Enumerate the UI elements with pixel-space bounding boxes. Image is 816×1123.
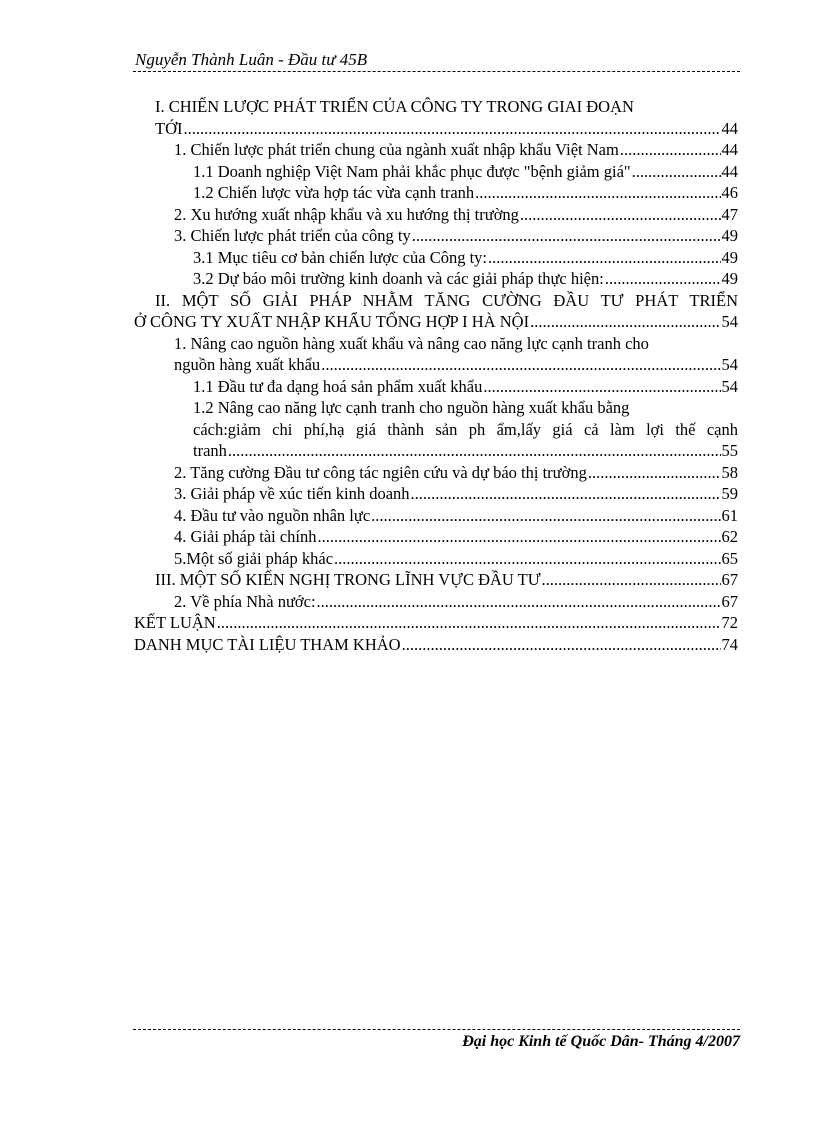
- toc-leader-dots: [217, 612, 721, 634]
- page-header-author: Nguyễn Thành Luân - Đầu tư 45B: [135, 50, 368, 69]
- toc-leader-dots: [620, 139, 721, 161]
- toc-leader-dots: [371, 505, 720, 527]
- toc-entry-title-line: Ở CÔNG TY XUẤT NHẬP KHẨU TỔNG HỢP I HÀ NỘI: [134, 312, 530, 331]
- toc-entry-1-2[interactable]: [134, 182, 738, 204]
- toc-entry-title: 3. Chiến lược phát triển của công ty: [174, 226, 411, 245]
- toc-entry-section-2[interactable]: [134, 290, 738, 333]
- toc-page-number: 44: [721, 161, 738, 181]
- toc-entry-title: 2. Xu hướng xuất nhập khẩu và xu hướng thị trường: [174, 204, 519, 224]
- toc-entry-1-1[interactable]: [134, 161, 738, 183]
- toc-entry-title: 1. Chiến lược phát triển chung của ngành xuất nhập khẩu Việt Nam: [174, 140, 619, 159]
- toc-page-number: 54: [721, 312, 738, 331]
- toc-entry-section-3[interactable]: [134, 569, 738, 591]
- toc-leader-dots: [411, 483, 721, 505]
- toc-page-number: 55: [721, 441, 738, 460]
- toc-page-number: 72: [721, 613, 738, 632]
- toc-page-number: 49: [721, 226, 738, 245]
- toc-entry-2[interactable]: [134, 462, 738, 484]
- toc-entry-title: 1.1 Doanh nghiệp Việt Nam phải khắc phục được "bệnh giảm giá": [193, 161, 631, 181]
- toc-leader-dots: [520, 204, 721, 226]
- toc-entry-2-state[interactable]: [134, 591, 738, 613]
- toc-entry-title-line: 1.2 Nâng cao năng lực cạnh tranh cho nguồn hàng xuất khẩu bằng: [193, 398, 630, 417]
- page-footer: Đại học Kinh tế Quốc Dân- Tháng 4/2007: [462, 1033, 740, 1050]
- toc-leader-dots: [402, 634, 721, 656]
- toc-entry-3[interactable]: [134, 483, 738, 505]
- toc-entry-4[interactable]: [134, 505, 738, 527]
- toc-leader-dots: [334, 548, 720, 570]
- toc-page-number: 61: [721, 505, 738, 525]
- toc-entry-3[interactable]: [134, 225, 738, 247]
- toc-leader-dots: [318, 526, 721, 548]
- toc-entry-3-1[interactable]: [134, 247, 738, 269]
- toc-entry-title: 4. Giải pháp tài chính: [174, 527, 317, 546]
- toc-leader-dots: [605, 268, 721, 290]
- toc-entry-1-1[interactable]: [134, 376, 738, 398]
- toc-page-number: 44: [721, 140, 738, 159]
- toc-leader-dots: [412, 225, 721, 247]
- toc-entry-title-line: TỚI: [155, 118, 183, 138]
- toc-leader-dots: [475, 182, 720, 204]
- toc-leader-dots: [632, 161, 721, 183]
- toc-page-number: 58: [721, 462, 738, 482]
- toc-leader-dots: [483, 376, 720, 398]
- toc-entry-title: 3.2 Dự báo môi trường kinh doanh và các giải pháp thực hiện:: [193, 269, 604, 288]
- toc-leader-dots: [317, 591, 721, 613]
- toc-entry-title: 4. Đầu tư vào nguồn nhân lực: [174, 505, 371, 525]
- toc-entry-title: DANH MỤC TÀI LIỆU THAM KHẢO: [134, 634, 401, 654]
- toc-entry-title-line: 1. Nâng cao nguồn hàng xuất khẩu và nâng cao năng lực cạnh tranh cho: [174, 333, 649, 353]
- toc-page-number: 46: [721, 183, 738, 202]
- toc-entry-1-2[interactable]: [134, 397, 738, 462]
- toc-entry-title: 5.Một số giải pháp khác: [174, 548, 334, 568]
- toc-entry-title: 1.1 Đầu tư đa dạng hoá sản phẩm xuất khẩu: [193, 376, 483, 396]
- toc-entry-title-line: cách:giảm chi phí,hạ giá thành sản ph ẩm,lấy giá cả làm lợi thế cạnh: [193, 419, 738, 439]
- footer-divider: [133, 1029, 740, 1030]
- toc-entry-5[interactable]: [134, 548, 738, 570]
- toc-page-number: 49: [721, 247, 738, 267]
- toc-page-number: 65: [721, 548, 738, 568]
- toc-entry-section-1[interactable]: [134, 96, 738, 139]
- toc-leader-dots: [321, 354, 720, 376]
- toc-page-number: 67: [721, 570, 738, 589]
- toc-entry-title: 2. Về phía Nhà nước:: [174, 591, 316, 611]
- toc-entry-4-finance[interactable]: [134, 526, 738, 548]
- toc-entry-title: KẾT LUẬN: [134, 613, 216, 632]
- toc-entry-title: 2. Tăng cường Đầu tư công tác ngiên cứu và dự báo thị trường: [174, 462, 587, 482]
- toc-page-number: 62: [721, 527, 738, 546]
- toc-page-number: 49: [721, 269, 738, 288]
- toc-page-number: 67: [721, 591, 738, 611]
- table-of-contents: [134, 96, 738, 655]
- toc-page-number: 44: [721, 118, 738, 138]
- header-divider: [133, 71, 740, 72]
- toc-page-number: 74: [721, 634, 738, 654]
- toc-entry-conclusion[interactable]: [134, 612, 738, 634]
- toc-leader-dots: [488, 247, 721, 269]
- toc-entry-1[interactable]: [134, 333, 738, 376]
- toc-page-number: 47: [721, 204, 738, 224]
- toc-entry-references[interactable]: [134, 634, 738, 656]
- toc-leader-dots: [542, 569, 721, 591]
- toc-entry-title: 1.2 Chiến lược vừa hợp tác vừa cạnh tranh: [193, 183, 475, 202]
- toc-entry-title: III. MỘT SỐ KIẾN NGHỊ TRONG LĨNH VỰC ĐẦU TƯ: [155, 570, 541, 589]
- toc-entry-title-line: nguồn hàng xuất khẩu: [174, 355, 321, 374]
- toc-entry-title-line: II. MỘT SỐ GIẢI PHÁP NHẰM TĂNG CƯỜNG ĐẦU TƯ PHÁT TRIỂN: [155, 290, 738, 310]
- toc-page-number: 54: [721, 376, 738, 396]
- toc-page-number: 59: [721, 484, 738, 503]
- toc-leader-dots: [228, 440, 721, 462]
- toc-entry-1[interactable]: [134, 139, 738, 161]
- toc-entry-title-line: tranh: [193, 441, 227, 460]
- toc-leader-dots: [588, 462, 721, 484]
- toc-leader-dots: [530, 311, 720, 333]
- toc-page-number: 54: [721, 355, 738, 374]
- toc-entry-title-line: I. CHIẾN LƯỢC PHÁT TRIỂN CỦA CÔNG TY TRONG GIAI ĐOẠN: [155, 97, 634, 116]
- toc-leader-dots: [184, 118, 721, 140]
- toc-entry-title: 3. Giải pháp về xúc tiến kinh doanh: [174, 484, 410, 503]
- toc-entry-3-2[interactable]: [134, 268, 738, 290]
- toc-entry-2[interactable]: [134, 204, 738, 226]
- toc-entry-title: 3.1 Mục tiêu cơ bản chiến lược của Công ty:: [193, 247, 487, 267]
